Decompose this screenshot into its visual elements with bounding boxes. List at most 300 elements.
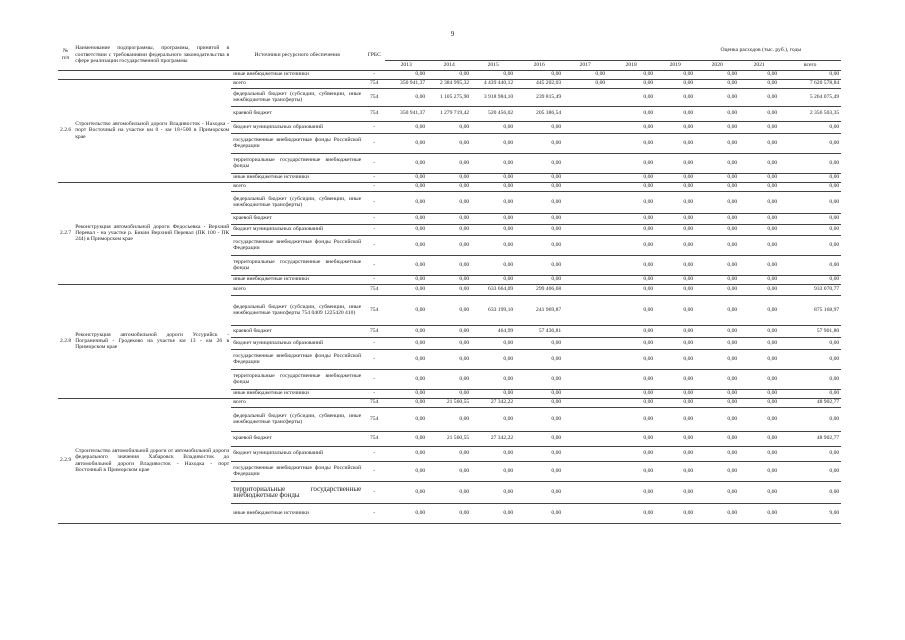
year-value: 0,00 <box>695 446 739 461</box>
year-value: 0,00 <box>695 191 739 213</box>
year-value: 1 105 275,90 <box>427 88 471 106</box>
year-value: 0,00 <box>655 431 695 446</box>
grbs-code: 754 <box>363 79 385 88</box>
grbs-code: - <box>363 213 385 224</box>
year-value: 0,00 <box>655 284 695 295</box>
year-value: 0,00 <box>385 213 427 224</box>
funding-source: всего <box>231 284 363 295</box>
year-value: 0,00 <box>655 349 695 369</box>
year-value: 0,00 <box>427 349 471 369</box>
year-value: 0,00 <box>607 503 655 523</box>
year-value: 0,00 <box>471 121 515 133</box>
year-value: 0,00 <box>471 446 515 461</box>
year-value: 0,00 <box>739 88 779 106</box>
year-value: 0,00 <box>427 446 471 461</box>
year-value: 0,00 <box>385 153 427 173</box>
year-value: 0,00 <box>471 70 515 79</box>
total-value: 48 902,77 <box>779 398 841 407</box>
year-value: 0,00 <box>563 70 607 79</box>
year-value: 0,00 <box>515 121 563 133</box>
grbs-code: 754 <box>363 88 385 106</box>
year-value: 0,00 <box>427 461 471 481</box>
total-value: 0,00 <box>779 182 841 191</box>
year-value: 0,00 <box>385 325 427 337</box>
year-value: 0,00 <box>385 407 427 431</box>
total-value: 0,00 <box>779 191 841 213</box>
year-value: 0,00 <box>695 284 739 295</box>
year-value: 0,00 <box>739 133 779 153</box>
year-value <box>563 325 607 337</box>
grbs-code: 754 <box>363 398 385 407</box>
program-name: Строительство автомобильной дороги Владивосток - Находка - порт Восточный на участке км 0 - км 18+500 в Приморском крае <box>73 79 231 182</box>
program-name <box>73 70 231 79</box>
year-value: 0,00 <box>471 224 515 235</box>
year-value: 0,00 <box>607 153 655 173</box>
year-value: 0,00 <box>427 481 471 503</box>
year-value: 0,00 <box>515 153 563 173</box>
year-value: 0,00 <box>471 503 515 523</box>
header-year: 2020 <box>695 60 739 70</box>
year-value: 0,00 <box>607 255 655 275</box>
header-grbs: ГРБС <box>363 40 385 70</box>
year-value <box>563 224 607 235</box>
year-value <box>563 173 607 182</box>
total-value: 57 901,80 <box>779 325 841 337</box>
year-value: 520 456,02 <box>471 106 515 121</box>
total-value: 0,00 <box>779 461 841 481</box>
year-value: 0,00 <box>385 191 427 213</box>
year-value: 0,00 <box>695 295 739 325</box>
year-value: 0,00 <box>739 106 779 121</box>
total-value: 0,00 <box>779 133 841 153</box>
total-value: 5 264 075,49 <box>779 88 841 106</box>
year-value: 0,00 <box>607 284 655 295</box>
year-value: 0,00 <box>385 337 427 349</box>
year-value: 633 199,10 <box>471 295 515 325</box>
grbs-code: - <box>363 255 385 275</box>
grbs-code: - <box>363 481 385 503</box>
grbs-code: - <box>363 337 385 349</box>
total-value: 0,00 <box>779 407 841 431</box>
year-value: 239 815,49 <box>515 88 563 106</box>
total-value: 0,00 <box>779 70 841 79</box>
year-value: 0,00 <box>655 295 695 325</box>
year-value <box>563 446 607 461</box>
year-value: 0,00 <box>471 235 515 255</box>
funding-source: иные внебюджетные источники <box>231 389 363 398</box>
year-value: 0,00 <box>427 153 471 173</box>
year-value: 0,00 <box>607 182 655 191</box>
year-value: 0,00 <box>427 275 471 284</box>
year-value: 0,00 <box>607 461 655 481</box>
grbs-code: - <box>363 275 385 284</box>
year-value: 0,00 <box>385 235 427 255</box>
table-row <box>58 284 841 295</box>
year-value: 0,00 <box>607 431 655 446</box>
year-value: 0,00 <box>607 446 655 461</box>
year-value: 0,00 <box>385 121 427 133</box>
total-value: 0,00 <box>779 153 841 173</box>
year-value: 0,00 <box>739 79 779 88</box>
header-year: 2017 <box>563 60 607 70</box>
year-value: 0,00 <box>427 369 471 389</box>
year-value: 0,00 <box>695 106 739 121</box>
year-value: 0,00 <box>515 173 563 182</box>
year-value: 0,00 <box>471 275 515 284</box>
total-value: 0,00 <box>779 349 841 369</box>
year-value: 0,00 <box>655 79 695 88</box>
year-value: 0,00 <box>385 349 427 369</box>
total-value: 0,00 <box>779 255 841 275</box>
year-value: 0,00 <box>739 337 779 349</box>
year-value: 0,00 <box>655 398 695 407</box>
year-value: 0,00 <box>655 133 695 153</box>
year-value <box>563 121 607 133</box>
year-value: 0,00 <box>695 153 739 173</box>
year-value: 0,00 <box>385 295 427 325</box>
year-value: 3 918 984,10 <box>471 88 515 106</box>
year-value: 0,00 <box>607 349 655 369</box>
year-value: 0,00 <box>739 235 779 255</box>
year-value: 241 969,87 <box>515 295 563 325</box>
year-value <box>563 369 607 389</box>
year-value: 27 342,22 <box>471 398 515 407</box>
year-value: 0,00 <box>739 284 779 295</box>
grbs-code: - <box>363 235 385 255</box>
grbs-code: 754 <box>363 431 385 446</box>
year-value: 0,00 <box>385 398 427 407</box>
year-value: 0,00 <box>695 349 739 369</box>
year-value: 0,00 <box>695 407 739 431</box>
year-value: 0,00 <box>427 70 471 79</box>
year-value: 0,00 <box>695 213 739 224</box>
year-value: 0,00 <box>427 224 471 235</box>
header-year: 2016 <box>515 60 563 70</box>
table-row <box>58 70 841 79</box>
grbs-code: 754 <box>363 284 385 295</box>
funding-source: территориальные государственные внебюджетные фонды <box>231 369 363 389</box>
year-value: 0,00 <box>385 389 427 398</box>
year-value: 0,00 <box>739 153 779 173</box>
year-value: 0,00 <box>739 325 779 337</box>
year-value: 0,00 <box>515 389 563 398</box>
year-value <box>563 337 607 349</box>
year-value: 0,00 <box>385 446 427 461</box>
year-value <box>563 182 607 191</box>
year-value: 0,00 <box>471 133 515 153</box>
grbs-code: - <box>363 191 385 213</box>
total-value: 875 168,97 <box>779 295 841 325</box>
year-value: 0,00 <box>385 275 427 284</box>
table-header <box>58 40 841 70</box>
year-value: 0,00 <box>695 235 739 255</box>
year-value: 0,00 <box>385 70 427 79</box>
year-value: 0,00 <box>515 133 563 153</box>
year-value: 21 560,55 <box>427 398 471 407</box>
item-number: 2.2.8 <box>58 284 73 398</box>
year-value: 0,00 <box>385 173 427 182</box>
year-value: 0,00 <box>655 173 695 182</box>
grbs-code: 754 <box>363 407 385 431</box>
year-value: 0,00 <box>515 349 563 369</box>
program-name: Реконструкция автомобильной дороги Федосьевка - Верхний Перевал - на участке р. Бикин Верхний Перевал (ПК 100 - ПК 244) в Приморском крае <box>73 182 231 284</box>
expenditure-table <box>58 40 841 524</box>
year-value: 0,00 <box>427 235 471 255</box>
year-value: 4 439 440,12 <box>471 79 515 88</box>
year-value <box>563 389 607 398</box>
year-value: 0,00 <box>655 325 695 337</box>
year-value: 0,00 <box>739 191 779 213</box>
funding-source: федеральный бюджет (субсидии, субвенции, иные межбюджетные трансферты) <box>231 88 363 106</box>
year-value: 0,00 <box>739 481 779 503</box>
year-value: 0,00 <box>607 407 655 431</box>
year-value: 0,00 <box>655 153 695 173</box>
funding-source: государственные внебюджетные фонды Российской Федерации <box>231 461 363 481</box>
funding-source: федеральный бюджет (субсидии, субвенции, иные межбюджетные трансферты 754 0409 1225420 410) <box>231 295 363 325</box>
year-value: 0,00 <box>427 389 471 398</box>
total-value: 48 902,77 <box>779 431 841 446</box>
total-value: 7 620 578,84 <box>779 79 841 88</box>
year-value: 0,00 <box>695 182 739 191</box>
item-number: 2.2.9 <box>58 398 73 523</box>
year-value: 0,00 <box>427 503 471 523</box>
year-value: 0,00 <box>515 446 563 461</box>
funding-source: всего <box>231 182 363 191</box>
year-value <box>563 255 607 275</box>
funding-source: государственные внебюджетные фонды Российской Федерации <box>231 235 363 255</box>
year-value: 0,00 <box>471 461 515 481</box>
year-value: 0,00 <box>655 235 695 255</box>
funding-source: иные внебюджетные источники <box>231 275 363 284</box>
year-value: 0,00 <box>607 398 655 407</box>
grbs-code: - <box>363 133 385 153</box>
year-value: 0,00 <box>607 79 655 88</box>
year-value: 0,00 <box>385 503 427 523</box>
year-value: 0,00 <box>655 407 695 431</box>
total-value: 0,00 <box>779 173 841 182</box>
year-value: 0,00 <box>739 461 779 481</box>
year-value: 0,00 <box>695 70 739 79</box>
year-value: 0,00 <box>471 153 515 173</box>
year-value: 0,00 <box>695 224 739 235</box>
total-value: 0,00 <box>779 369 841 389</box>
year-value: 350 941,37 <box>385 106 427 121</box>
program-name: Строительство автомобильной дороги от автомобильной дороги федерального значения Хабаровск Владивосток до автомобильной дороги Владивосток - Находка - порт Восточный в Приморском крае <box>73 398 231 523</box>
grbs-code: - <box>363 446 385 461</box>
year-value: 0,00 <box>655 182 695 191</box>
funding-source: бюджет муниципальных образований <box>231 446 363 461</box>
total-value: 933 070,77 <box>779 284 841 295</box>
grbs-code: - <box>363 503 385 523</box>
year-value: 0,00 <box>739 213 779 224</box>
year-value: 0,00 <box>385 255 427 275</box>
year-value: 0,00 <box>471 191 515 213</box>
year-value: 0,00 <box>739 398 779 407</box>
year-value: 0,00 <box>695 389 739 398</box>
year-value <box>563 153 607 173</box>
year-value: 350 941,37 <box>385 79 427 88</box>
total-value: 0,00 <box>779 275 841 284</box>
year-value: 0,00 <box>427 133 471 153</box>
year-value: 0,00 <box>427 121 471 133</box>
year-value: 0,00 <box>427 295 471 325</box>
year-value: 57 436,81 <box>515 325 563 337</box>
header-year: 2013 <box>385 60 427 70</box>
year-value: 0,00 <box>655 503 695 523</box>
year-value: 0,00 <box>655 481 695 503</box>
year-value: 0,00 <box>515 191 563 213</box>
year-value: 0,00 <box>739 349 779 369</box>
year-value <box>563 88 607 106</box>
year-value: 0,00 <box>427 182 471 191</box>
year-value: 0,00 <box>695 503 739 523</box>
year-value: 0,00 <box>515 224 563 235</box>
year-value: 0,00 <box>515 461 563 481</box>
year-value: 0,00 <box>739 182 779 191</box>
year-value: 0,00 <box>515 481 563 503</box>
funding-source: всего <box>231 398 363 407</box>
total-value: 0,00 <box>779 224 841 235</box>
funding-source: государственные внебюджетные фонды Российской Федерации <box>231 133 363 153</box>
grbs-code: - <box>363 224 385 235</box>
total-value: 0,00 <box>779 389 841 398</box>
header-source: Источники ресурсного обеспечения <box>231 40 363 70</box>
year-value <box>563 398 607 407</box>
year-value: 0,00 <box>607 191 655 213</box>
grbs-code: - <box>363 389 385 398</box>
year-value: 0,00 <box>695 481 739 503</box>
year-value: 0,00 <box>385 481 427 503</box>
year-value: 0,00 <box>655 255 695 275</box>
year-value: 0,00 <box>427 407 471 431</box>
year-value: 0,00 <box>695 79 739 88</box>
year-value: 0,00 <box>607 133 655 153</box>
year-value: 0,00 <box>515 182 563 191</box>
year-value: 0,00 <box>695 398 739 407</box>
total-value: 0,00 <box>779 337 841 349</box>
year-value: 0,00 <box>515 255 563 275</box>
year-value: 0,00 <box>655 461 695 481</box>
year-value: 0,00 <box>515 235 563 255</box>
year-value: 0,00 <box>739 70 779 79</box>
year-value: 0,00 <box>739 121 779 133</box>
year-value <box>563 431 607 446</box>
header-program-name: Наименование подпрограммы, программы, принятой в соответствии с требованиями федерального законодательства в сфере реализации государственной программы <box>73 40 231 70</box>
funding-source: иные внебюджетные источники <box>231 173 363 182</box>
year-value: 0,00 <box>739 173 779 182</box>
year-value: 299 406,68 <box>515 284 563 295</box>
year-value <box>563 295 607 325</box>
total-value: 9,00 <box>779 503 841 523</box>
year-value <box>563 275 607 284</box>
year-value: 0,00 <box>655 224 695 235</box>
year-value: 0,00 <box>655 191 695 213</box>
year-value: 0,00 <box>695 337 739 349</box>
grbs-code: - <box>363 70 385 79</box>
year-value: 0,00 <box>739 224 779 235</box>
header-year: 2015 <box>471 60 515 70</box>
grbs-code: - <box>363 121 385 133</box>
year-value: 0,00 <box>607 213 655 224</box>
year-value <box>563 284 607 295</box>
year-value: 0,00 <box>655 389 695 398</box>
table-row <box>58 398 841 407</box>
year-value <box>563 235 607 255</box>
year-value: 0,00 <box>471 481 515 503</box>
year-value: 0,00 <box>385 88 427 106</box>
year-value: 0,00 <box>739 275 779 284</box>
total-value: 2 356 503,35 <box>779 106 841 121</box>
funding-source: иные внебюджетные источники <box>231 503 363 523</box>
year-value: 0,00 <box>607 173 655 182</box>
table-row <box>58 182 841 191</box>
year-value: 0,00 <box>739 446 779 461</box>
year-value: 0,00 <box>695 173 739 182</box>
year-value <box>563 349 607 369</box>
header-num: № п/п <box>58 40 73 70</box>
funding-source: федеральный бюджет (субсидии, субвенции, иные межбюджетные трансферты) <box>231 191 363 213</box>
year-value: 0,00 <box>515 407 563 431</box>
year-value: 0,00 <box>607 88 655 106</box>
table-row <box>58 79 841 88</box>
year-value: 0,00 <box>385 431 427 446</box>
year-value: 0,00 <box>471 407 515 431</box>
year-value <box>563 213 607 224</box>
year-value: 21 560,55 <box>427 431 471 446</box>
year-value: 633 664,09 <box>471 284 515 295</box>
year-value: 0,00 <box>607 235 655 255</box>
grbs-code: - <box>363 369 385 389</box>
funding-source: федеральный бюджет (субсидии, субвенции, иные межбюджетные трансферты) <box>231 407 363 431</box>
funding-source: краевой бюджет <box>231 213 363 224</box>
header-year: 2021 <box>739 60 779 70</box>
year-value: 0,00 <box>427 284 471 295</box>
year-value: 0,00 <box>471 369 515 389</box>
table-body <box>58 70 841 523</box>
year-value: 0,00 <box>655 121 695 133</box>
year-value: 0,00 <box>607 295 655 325</box>
header-year: 2018 <box>607 60 655 70</box>
year-value: 0,00 <box>385 182 427 191</box>
page-number: 9 <box>450 30 455 38</box>
funding-source: территориальные государственные внебюджетные фонды <box>231 153 363 173</box>
year-value: 0,00 <box>607 106 655 121</box>
year-value: 0,00 <box>427 173 471 182</box>
grbs-code: - <box>363 349 385 369</box>
year-value: 0,00 <box>607 389 655 398</box>
year-value: 0,00 <box>515 369 563 389</box>
year-value: 0,00 <box>655 275 695 284</box>
year-value: 0,00 <box>515 337 563 349</box>
funding-source: краевой бюджет <box>231 431 363 446</box>
grbs-code: - <box>363 461 385 481</box>
year-value: 0,00 <box>607 325 655 337</box>
year-value: 0,00 <box>607 337 655 349</box>
year-value <box>563 461 607 481</box>
year-value: 0,00 <box>471 337 515 349</box>
funding-source: иные внебюджетные источники <box>231 70 363 79</box>
year-value: 0,00 <box>471 213 515 224</box>
year-value: 0,00 <box>739 295 779 325</box>
year-value: 0,00 <box>427 325 471 337</box>
item-number <box>58 70 73 79</box>
total-value: 0,00 <box>779 213 841 224</box>
funding-source: бюджет муниципальных образований <box>231 224 363 235</box>
year-value: 0,00 <box>695 133 739 153</box>
year-value: 0,00 <box>515 431 563 446</box>
year-value: 0,00 <box>515 503 563 523</box>
year-value: 0,00 <box>471 389 515 398</box>
